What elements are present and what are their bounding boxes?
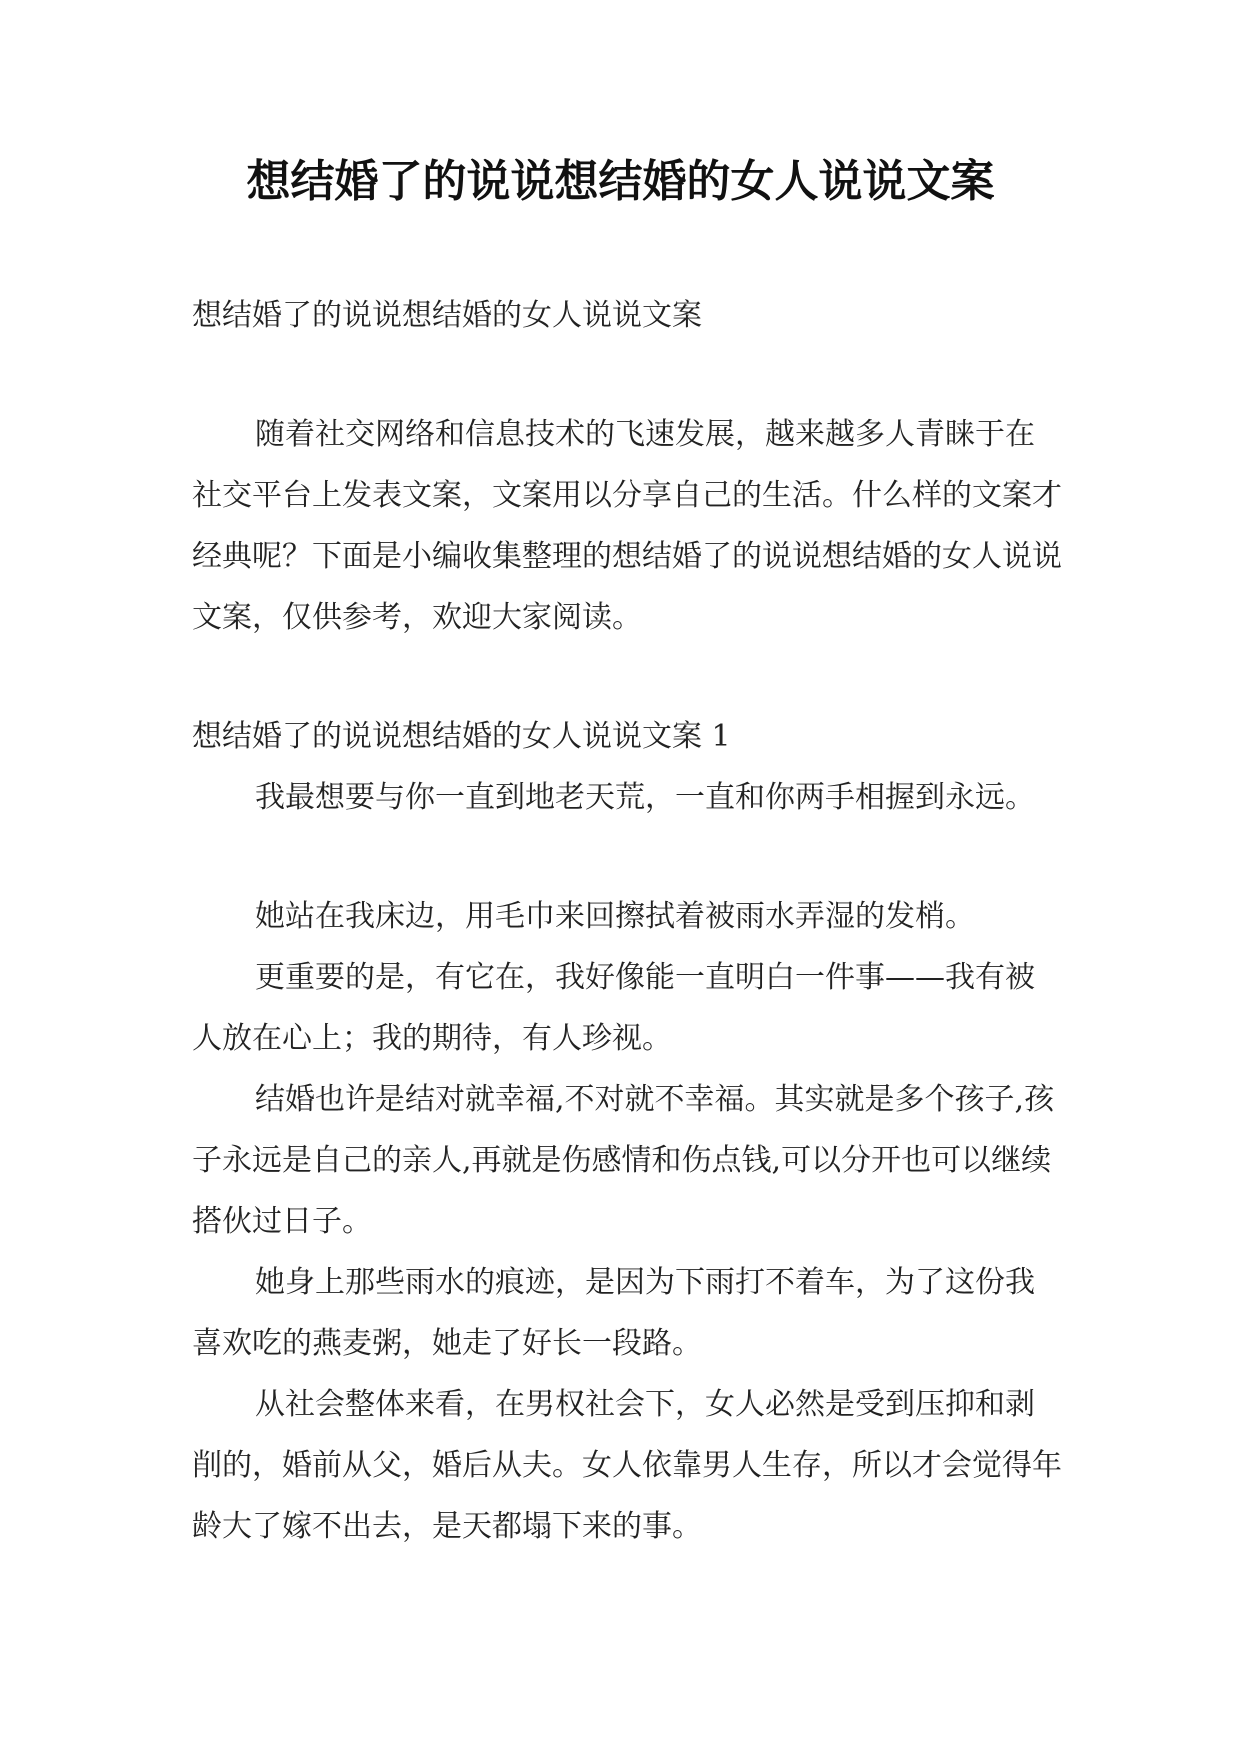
body-paragraph: 她站在我床边，用毛巾来回擦拭着被雨水弄湿的发梢。 xyxy=(255,899,975,934)
spacer xyxy=(192,346,1062,404)
body-paragraph: 从社会整体来看，在男权社会下，女人必然是受到压抑和剥削的，婚前从父，婚后从夫。女人依靠男人生存，所以才会觉得年龄大了嫁不出去，是天都塌下来的事。 xyxy=(192,1387,1062,1544)
document-body xyxy=(192,285,1062,1557)
intro-paragraph: 随着社交网络和信息技术的飞速发展，越来越多人青睐于在社交平台上发表文案，文案用以分享自己的生活。什么样的文案才经典呢？下面是小编收集整理的想结婚了的说说想结婚的女人说说文案，仅供参考，欢迎大家阅读。 xyxy=(192,417,1062,635)
section-heading: 想结婚了的说说想结婚的女人说说文案 1 xyxy=(192,719,731,754)
body-paragraph: 结婚也许是结对就幸福,不对就不幸福。其实就是多个孩子,孩子永远是自己的亲人,再就是伤感情和伤点钱,可以分开也可以继续搭伙过日子。 xyxy=(192,1082,1055,1239)
body-paragraph: 我最想要与你一直到地老天荒，一直和你两手相握到永远。 xyxy=(255,780,1035,815)
subtitle-line: 想结婚了的说说想结婚的女人说说文案 xyxy=(192,298,702,333)
body-paragraph: 她身上那些雨水的痕迹，是因为下雨打不着车，为了这份我喜欢吃的燕麦粥，她走了好长一段路。 xyxy=(192,1265,1035,1361)
spacer xyxy=(192,648,1062,706)
document-title: 想结婚了的说说想结婚的女人说说文案 xyxy=(246,156,995,207)
spacer xyxy=(192,828,1062,886)
body-paragraph: 更重要的是，有它在，我好像能一直明白一件事——我有被人放在心上；我的期待，有人珍视。 xyxy=(192,960,1035,1056)
